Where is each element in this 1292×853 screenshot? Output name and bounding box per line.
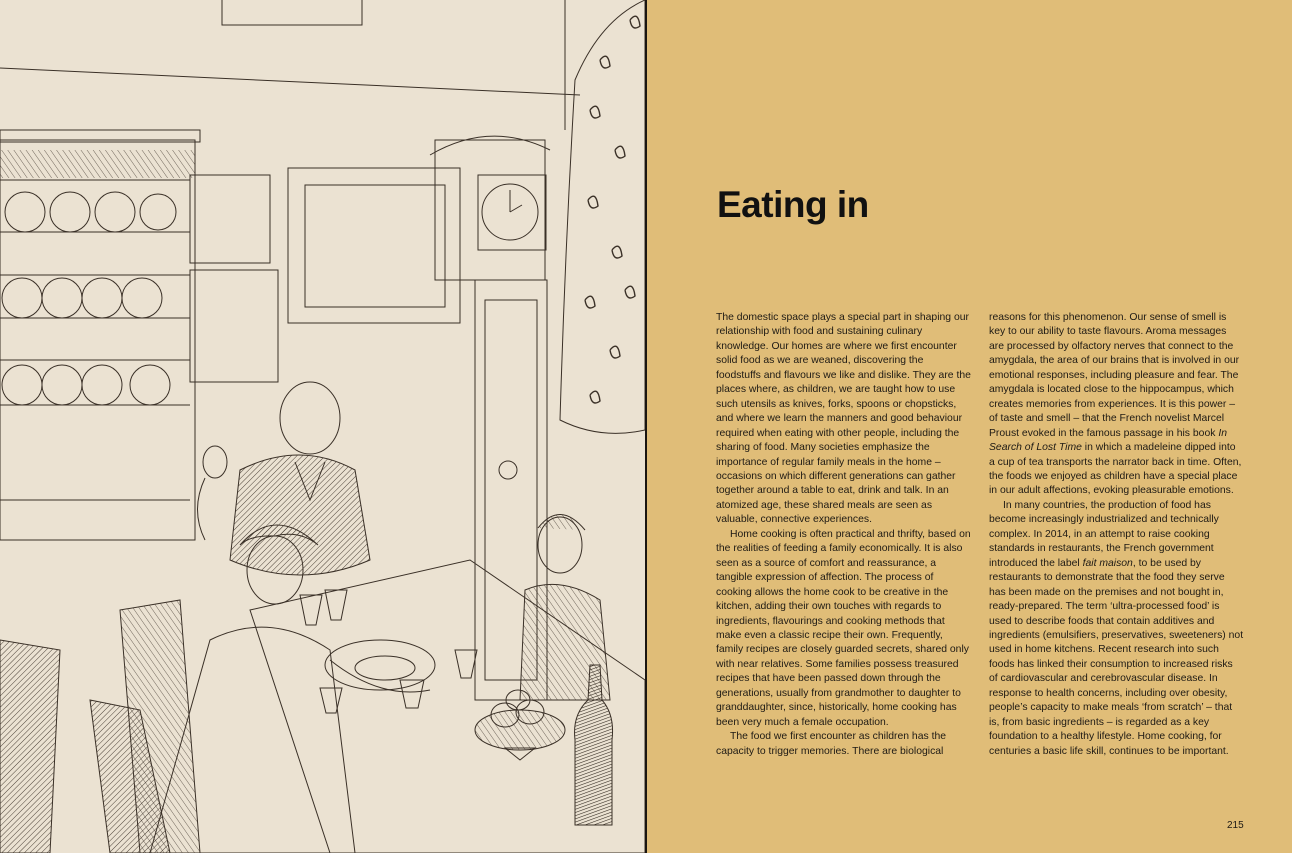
text-run: In many countries, the production of food has become increasingly industrialized and technically complex. In 2014, in an attempt to raise cooking standards in restaurants, the French government introduced the label [989,499,1219,569]
text-column-left [716,311,971,759]
page-number: 215 [1227,820,1244,831]
page-title: Eating in [717,184,869,225]
paragraph: Home cooking is often practical and thrifty, based on the realities of feeding a family economically. It is also seen as a source of comfort and reassurance, a tangible expression of affection. The process of cooking allows the home cook to be creative in the kitchen, adding their own touches with regards to ingredients, flavourings and cooking methods that make even a classic recipe their own. Frequently, family recipes are closely guarded secrets, shared only with near relatives. Some families possess treasured recipes that have been passed down through the generations, usually from grandmother to daughter to granddaughter, since, historically, home cooking has been very much a female occupation. [716,528,971,728]
paragraph: The food we first encounter as children has the capacity to trigger memories. There are biological [716,731,947,757]
text-run: reasons for this phenomenon. Our sense of smell is key to our ability to taste flavours. Aroma messages are processed by olfactory nerves that connect to the amygdala, the area of our brains that is involved in our emotional responses, including pleasure and fear. The amygdala is located close to the hippocampus, which creates memories from experiences. It is this power – of taste and smell – that the French novelist Marcel Proust evoked in the famous passage in his book [989,312,1240,439]
label-term: fait maison [1082,557,1133,569]
text-run: in which a madeleine dipped into a cup of tea transports the narrator back in time. Often, the foods we enjoyed as children have a special place in our adult affections, evoking pleasurable emotions. [989,442,1242,497]
paragraph [989,499,1244,759]
book-title: In Search of Lost Time [989,427,1227,454]
paragraph [989,311,1244,499]
dining-room-etching [0,0,645,853]
illustration-page [0,0,645,853]
text-page [647,0,1292,853]
text-column-right [989,311,1244,759]
text-run: , to be used by restaurants to demonstrate that the food they serve has been made on the premises and not bought in, ready-prepared. The term ‘ultra-processed food’ is used to describe foods that contain additives and ingredients (emulsifiers, preservatives, sweeteners) not used in home kitchens. Recent research into such foods has linked their consumption to increased risks of cardiovascular and cerebrovascular disease. In response to health concerns, including over obesity, people’s capacity to make meals ‘from scratch’ – that is, from basic ingredients – is regarded as a key foundation to a healthy lifestyle. Home cooking, for centuries a basic life skill, continues to be important. [989,557,1244,757]
paragraph: The domestic space plays a special part in shaping our relationship with food and sustaining culinary knowledge. Our homes are where we first encounter solid food as we are weaned, discovering the foodstuffs and flavours we like and dislike. They are the places where, as children, we are taught how to use such utensils as knives, forks, spoons or chopsticks, and where we learn the manners and good behaviour required when eating with other people, including the sharing of food. Many societies emphasize the importance of regular family meals in the home – occasions on which different generations can gather together around a table to eat, drink and talk. In an atomized age, these shared meals are seen as valuable, connective experiences. [716,312,971,526]
